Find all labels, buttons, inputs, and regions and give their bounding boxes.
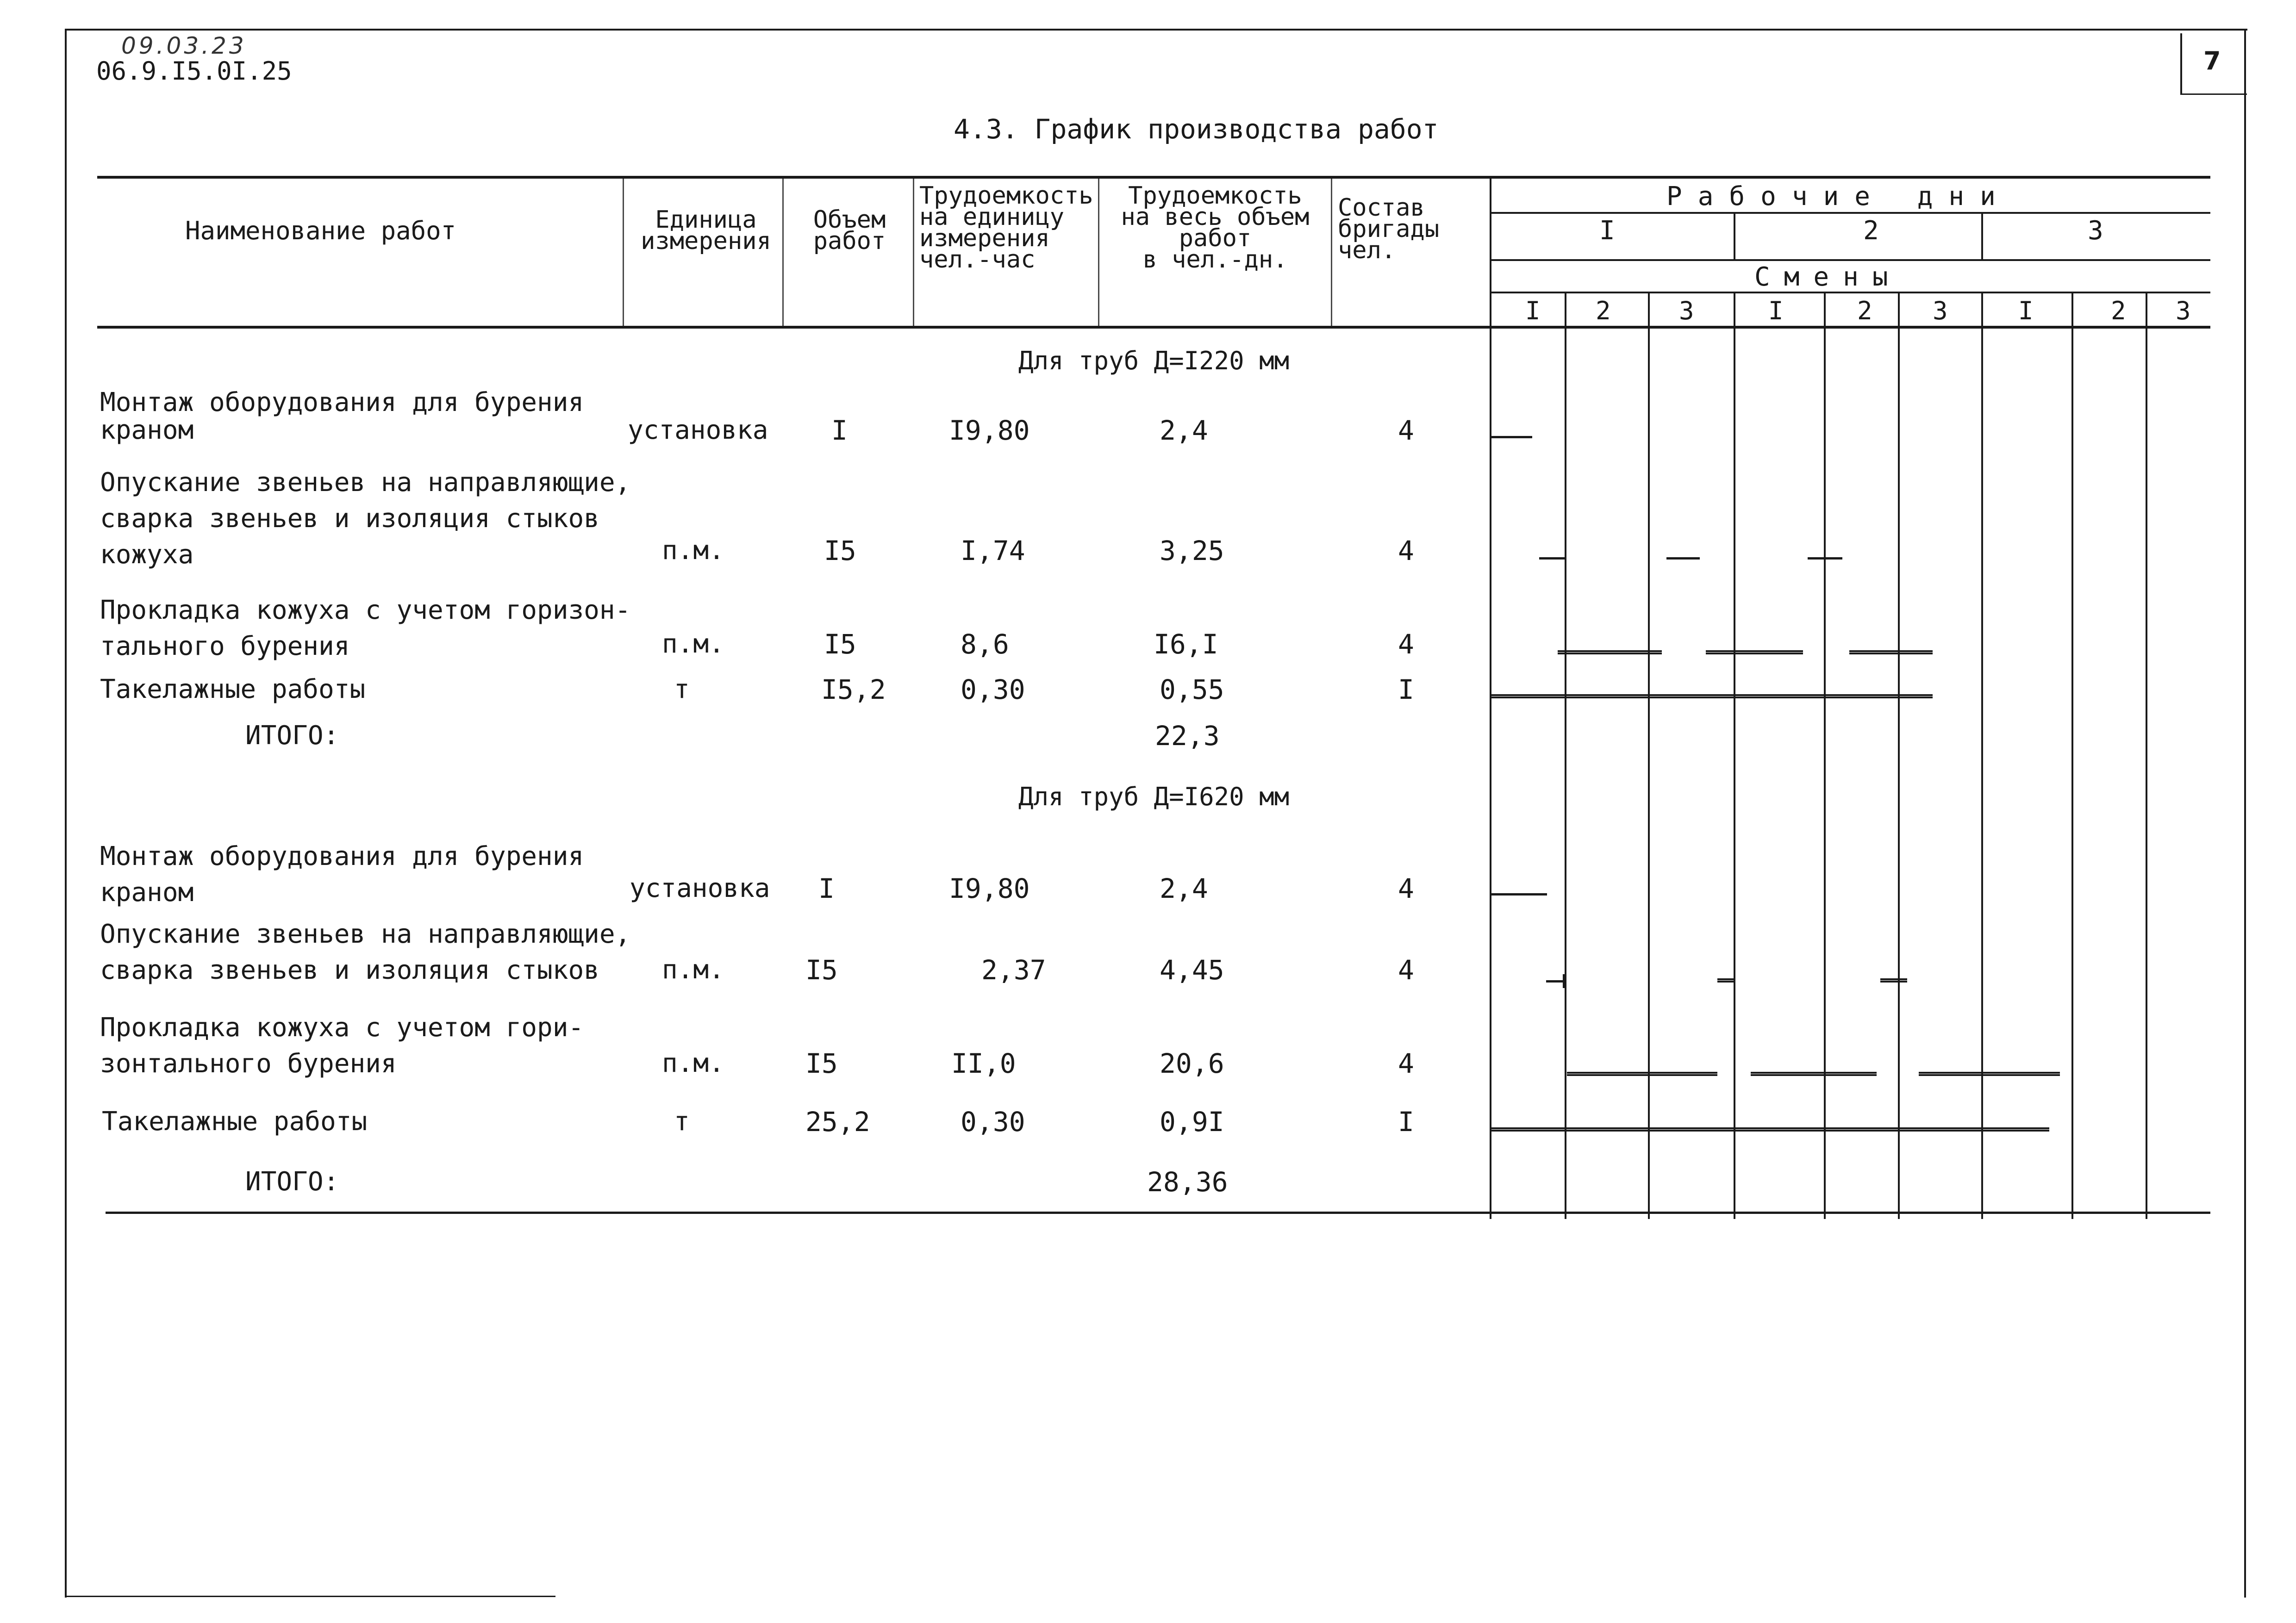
s2-row4-volume: 25,2 bbox=[805, 1106, 870, 1138]
gantt-vrule-3 bbox=[1734, 293, 1735, 1219]
shift-label-5: 2 bbox=[1857, 296, 1872, 325]
shift-label-2: 2 bbox=[1596, 296, 1611, 325]
s1-row4-crew: I bbox=[1398, 674, 1414, 705]
s2-row3-name-l1: Прокладка кожуха с учетом гори- bbox=[100, 1013, 584, 1043]
s1-bar-row3-c bbox=[1849, 650, 1933, 654]
s1-total-label: ИТОГО: bbox=[245, 721, 339, 751]
col-header-labor-total-line1: Трудоемкость bbox=[1128, 182, 1302, 210]
header-sep-1 bbox=[623, 179, 624, 326]
s2-tick-row2-a bbox=[1563, 974, 1565, 988]
col-header-unit bbox=[630, 206, 782, 255]
s1-row2-unit: п.м. bbox=[662, 535, 724, 566]
s2-row2-labor-unit: 2,37 bbox=[981, 954, 1046, 986]
shift-label-7: I bbox=[2018, 296, 2034, 325]
s1-row1-labor-total: 2,4 bbox=[1160, 415, 1208, 446]
s2-bar-row2-c bbox=[1880, 978, 1907, 983]
s1-row3-volume: I5 bbox=[824, 628, 856, 660]
header-sep-3 bbox=[913, 179, 914, 326]
s2-row1-volume: I bbox=[818, 873, 835, 904]
s1-bar-row2-b bbox=[1666, 557, 1700, 560]
col-header-labor-unit-line3: измерения bbox=[919, 224, 1050, 252]
s2-row1-name-l2: краном bbox=[100, 877, 194, 908]
s2-row1-name bbox=[100, 839, 584, 911]
s2-row1-name-l1: Монтаж оборудования для бурения bbox=[100, 841, 584, 871]
gantt-vrule-8 bbox=[2146, 293, 2147, 1219]
s2-total-value: 28,36 bbox=[1147, 1166, 1228, 1198]
s2-row3-volume: I5 bbox=[805, 1048, 838, 1079]
s2-row4-crew: I bbox=[1398, 1106, 1414, 1138]
table-header-bottom-rule bbox=[97, 326, 2210, 329]
s1-row1-unit: установка bbox=[628, 415, 768, 445]
shift-label-8: 2 bbox=[2111, 296, 2126, 325]
s2-row1-unit: установка bbox=[630, 873, 770, 903]
s1-row1-name-l2: краном bbox=[100, 415, 194, 445]
s2-row3-labor-unit: II,0 bbox=[951, 1048, 1016, 1079]
s1-row1-crew: 4 bbox=[1398, 415, 1414, 446]
shift-label-3: 3 bbox=[1679, 296, 1694, 325]
day-sep-2 bbox=[1981, 214, 1983, 259]
days-rule bbox=[1491, 259, 2210, 261]
s1-bar-row1 bbox=[1491, 436, 1532, 438]
s2-row2-volume: I5 bbox=[805, 954, 838, 986]
s2-bar-row3-b bbox=[1751, 1072, 1877, 1076]
s2-bar-row2-a bbox=[1546, 980, 1565, 983]
col-header-labor-total-line3: работ bbox=[1179, 224, 1252, 252]
col-header-labor-total-line2: на весь объем bbox=[1121, 203, 1310, 231]
s2-row3-unit: п.м. bbox=[662, 1048, 724, 1078]
s1-row1-name bbox=[100, 389, 584, 444]
s1-row4-labor-unit: 0,30 bbox=[961, 674, 1025, 705]
s1-row3-name-l1: Прокладка кожуха с учетом горизон- bbox=[100, 595, 631, 625]
shift-label-6: 3 bbox=[1933, 296, 1948, 325]
col-header-name: Наименование работ bbox=[185, 216, 456, 245]
header-sep-2 bbox=[782, 179, 784, 326]
col-header-labor-unit bbox=[919, 182, 1093, 274]
s2-row2-name-l1: Опускание звеньев на направляющие, bbox=[100, 919, 631, 949]
shift-label-1: I bbox=[1525, 296, 1541, 325]
s1-row1-name-l1: Монтаж оборудования для бурения bbox=[100, 387, 584, 417]
col-header-unit-line1: Единица bbox=[655, 206, 757, 234]
day-2-label: 2 bbox=[1863, 216, 1879, 246]
col-header-labor-unit-line4: чел.-час bbox=[919, 246, 1036, 274]
header-sep-5 bbox=[1331, 179, 1332, 326]
left-border bbox=[65, 29, 67, 1598]
header-sep-4 bbox=[1098, 179, 1099, 326]
gantt-vrule-1 bbox=[1565, 293, 1566, 1219]
table-bottom-rule bbox=[106, 1212, 2210, 1214]
s1-row3-crew: 4 bbox=[1398, 628, 1414, 660]
bottom-border-fragment bbox=[65, 1596, 555, 1597]
workdays-header: Рабочие дни bbox=[1666, 181, 2011, 211]
col-header-unit-line2: измерения bbox=[641, 227, 771, 255]
s1-row2-name-l2: сварка звеньев и изоляция стыков bbox=[100, 504, 599, 534]
gantt-vrule-5 bbox=[1898, 293, 1900, 1219]
s1-row2-crew: 4 bbox=[1398, 535, 1414, 566]
s2-row2-crew: 4 bbox=[1398, 954, 1414, 986]
s2-bar-row2-b bbox=[1717, 978, 1734, 983]
s1-row2-name-l3: кожуха bbox=[100, 540, 194, 570]
s2-bar-row1 bbox=[1491, 893, 1547, 895]
s1-row4-unit: т bbox=[674, 674, 690, 704]
right-border bbox=[2244, 29, 2246, 1598]
s1-row2-labor-total: 3,25 bbox=[1160, 535, 1224, 566]
s2-row1-labor-total: 2,4 bbox=[1160, 873, 1208, 904]
s2-bar-row3-c bbox=[1919, 1072, 2060, 1076]
s2-row4-name: Такелажные работы bbox=[102, 1107, 368, 1137]
s2-row2-name bbox=[100, 916, 630, 989]
s2-row3-labor-total: 20,6 bbox=[1160, 1048, 1224, 1079]
s2-bar-row3-a bbox=[1567, 1072, 1717, 1076]
s1-row2-name-l1: Опускание звеньев на направляющие, bbox=[100, 467, 631, 497]
s2-row4-labor-total: 0,9I bbox=[1160, 1106, 1224, 1138]
handwritten-date: 09.03.23 bbox=[121, 32, 247, 59]
col-header-crew-line3: чел. bbox=[1338, 236, 1396, 264]
day-sep-1 bbox=[1734, 214, 1735, 259]
s2-row3-crew: 4 bbox=[1398, 1048, 1414, 1079]
s2-row3-name bbox=[100, 1010, 584, 1082]
s2-row2-name-l2: сварка звеньев и изоляция стыков bbox=[100, 955, 599, 985]
day-1-label: I bbox=[1599, 216, 1615, 246]
shift-label-4: I bbox=[1768, 296, 1784, 325]
s1-row4-volume: I5,2 bbox=[821, 674, 886, 705]
col-header-volume bbox=[787, 206, 912, 255]
s1-row3-labor-unit: 8,6 bbox=[961, 628, 1009, 660]
col-header-labor-total bbox=[1102, 182, 1329, 274]
s1-total-value: 22,3 bbox=[1155, 720, 1220, 752]
s1-row1-volume: I bbox=[831, 415, 848, 446]
col-header-crew-line2: бригады bbox=[1338, 215, 1440, 243]
page-title: 4.3. График производства работ bbox=[954, 113, 1439, 145]
s2-row3-name-l2: зонтального бурения bbox=[100, 1049, 397, 1079]
col-header-volume-line2: работ bbox=[813, 227, 886, 255]
gantt-vrule-2 bbox=[1648, 293, 1650, 1219]
s1-row3-name-l2: тального бурения bbox=[100, 631, 350, 661]
s1-row2-name bbox=[100, 465, 630, 573]
shift-label-9: 3 bbox=[2176, 296, 2191, 325]
s2-row2-unit: п.м. bbox=[662, 955, 724, 985]
gantt-vrule-0 bbox=[1490, 293, 1491, 1219]
top-border bbox=[65, 29, 2247, 31]
section-title-2: Для труб Д=I620 мм bbox=[1018, 782, 1290, 811]
s1-bar-row2-c bbox=[1808, 557, 1842, 560]
gantt-vrule-7 bbox=[2071, 293, 2073, 1219]
col-header-volume-line1: Объем bbox=[813, 206, 886, 234]
s1-bar-row4 bbox=[1491, 694, 1933, 698]
s2-total-label: ИТОГО: bbox=[245, 1167, 339, 1197]
page-number: 7 bbox=[2203, 46, 2221, 75]
s2-row4-unit: т bbox=[674, 1107, 690, 1137]
gantt-vrule-4 bbox=[1824, 293, 1826, 1219]
s1-bar-row3-a bbox=[1558, 650, 1662, 654]
s1-row4-name: Такелажные работы bbox=[100, 674, 366, 704]
s1-row3-unit: п.м. bbox=[662, 629, 724, 659]
day-3-label: 3 bbox=[2088, 216, 2103, 246]
s2-row1-crew: 4 bbox=[1398, 873, 1414, 904]
s2-bar-row4 bbox=[1491, 1127, 2049, 1132]
document-code: 06.9.I5.0I.25 bbox=[96, 56, 292, 86]
gantt-vrule-6 bbox=[1981, 293, 1983, 1219]
s2-row4-labor-unit: 0,30 bbox=[961, 1106, 1025, 1138]
col-header-crew-line1: Состав bbox=[1338, 194, 1425, 222]
col-header-labor-unit-line1: Трудоемкость bbox=[919, 182, 1093, 210]
table-top-rule bbox=[97, 176, 2210, 179]
s1-bar-row3-b bbox=[1706, 650, 1803, 654]
shifts-header: Смены bbox=[1754, 262, 1902, 292]
col-header-labor-unit-line2: на единицу bbox=[919, 203, 1065, 231]
section-title-1: Для труб Д=I220 мм bbox=[1018, 346, 1290, 375]
col-header-crew bbox=[1338, 194, 1440, 264]
workdays-rule bbox=[1491, 212, 2210, 214]
s1-row2-volume: I5 bbox=[824, 535, 856, 566]
s1-bar-row2-a bbox=[1539, 557, 1565, 560]
s1-row3-name bbox=[100, 592, 630, 665]
s1-row3-labor-total: I6,I bbox=[1154, 628, 1218, 660]
col-header-labor-total-line4: в чел.-дн. bbox=[1142, 246, 1288, 274]
s1-row4-labor-total: 0,55 bbox=[1160, 674, 1224, 705]
s1-row1-labor-unit: I9,80 bbox=[949, 415, 1030, 446]
s2-row2-labor-total: 4,45 bbox=[1160, 954, 1224, 986]
s1-row2-labor-unit: I,74 bbox=[961, 535, 1025, 566]
s2-row1-labor-unit: I9,80 bbox=[949, 873, 1030, 904]
